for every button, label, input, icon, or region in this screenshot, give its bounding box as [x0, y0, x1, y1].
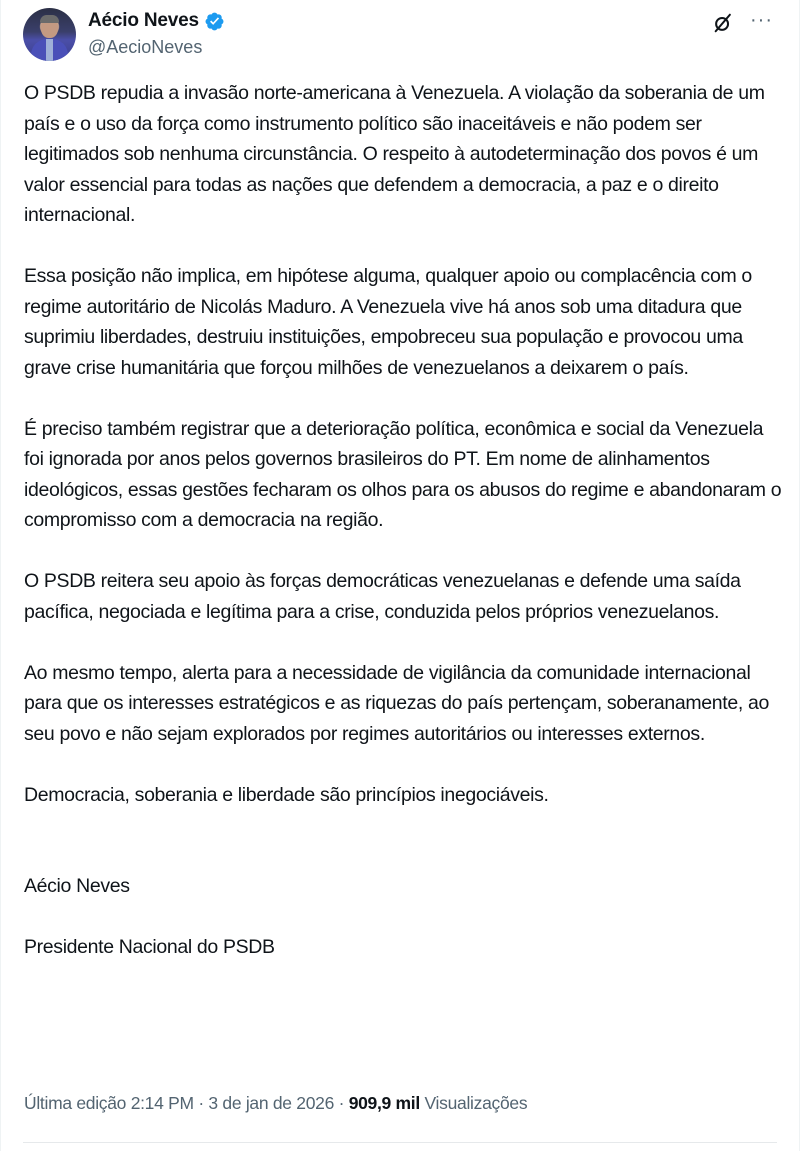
- timestamp-date[interactable]: 3 de jan de 2026: [208, 1093, 335, 1113]
- meta-separator: ·: [338, 1093, 345, 1113]
- timestamp-time[interactable]: 2:14 PM: [130, 1093, 194, 1113]
- tweet-meta: [24, 1093, 527, 1114]
- edited-label[interactable]: Última edição: [24, 1093, 127, 1113]
- tweet-paragraph-3: É preciso também registrar que a deterioração política, econômica e social da Venezuela foi ignorada por anos pelos governos brasileiros do PT. Em nome de alinhamentos ideológicos, essas gestões fecharam os olhos para os abusos do regime e abandonaram o compromisso com a democracia na região.: [24, 417, 782, 531]
- tweet-paragraph-4: O PSDB reitera seu apoio às forças democráticas venezuelanas e defende uma saída pacífica, negociada e legítima para a crise, conduzida pelos próprios venezuelanos.: [24, 570, 741, 623]
- signature-title: Presidente Nacional do PSDB: [24, 936, 275, 958]
- author-info: [88, 9, 225, 58]
- meta-separator: ·: [198, 1093, 204, 1113]
- name-row: [88, 9, 225, 33]
- handle[interactable]: @AecioNeves: [88, 37, 203, 57]
- tweet-paragraph-6: Democracia, soberania e liberdade são princípios inegociáveis.: [24, 783, 549, 806]
- tweet-paragraph-5: Ao mesmo tempo, alerta para a necessidade de vigilância da comunidade internacional para que os interesses estratégicos e as riquezas do país pertençam, soberanamente, ao seu povo e não sejam explorados por regimes autoritários ou interesses externos.: [24, 661, 769, 745]
- tweet-paragraph-1: O PSDB repudia a invasão norte-americana à Venezuela. A violação da soberania de um país e o uso da força como instrumento político são inaceitáveis e não podem ser legitimados sob nenhuma circunstância. O respeito à autodeterminação dos povos é um valor essencial para todas as nações que defendem a democracia, a paz e o direito internacional.: [24, 82, 765, 226]
- header-actions: [712, 9, 773, 34]
- tweet-text: [24, 78, 784, 993]
- views-label[interactable]: Visualizações: [424, 1093, 528, 1113]
- divider: [23, 1142, 777, 1143]
- signature: [24, 841, 784, 994]
- verified-badge-icon[interactable]: [204, 11, 225, 32]
- more-options-icon[interactable]: ···: [750, 9, 773, 31]
- views-count[interactable]: 909,9 mil: [348, 1093, 420, 1113]
- tweet-header: [23, 6, 779, 62]
- tweet-paragraph-2: Essa posição não implica, em hipótese alguma, qualquer apoio ou complacência com o regime autoritário de Nicolás Maduro. A Venezuela vive há anos sob uma ditadura que suprimiu liberdades, destruiu instituições, empobreceu sua população e provocou uma grave crise humanitária que forçou milhões de venezuelanos a deixarem o país.: [24, 265, 752, 379]
- grok-icon[interactable]: [712, 12, 734, 34]
- avatar-hair: [40, 15, 59, 23]
- signature-name: Aécio Neves: [24, 875, 130, 897]
- avatar-shirt: [46, 39, 53, 61]
- avatar[interactable]: [23, 8, 76, 61]
- display-name[interactable]: Aécio Neves: [88, 10, 199, 31]
